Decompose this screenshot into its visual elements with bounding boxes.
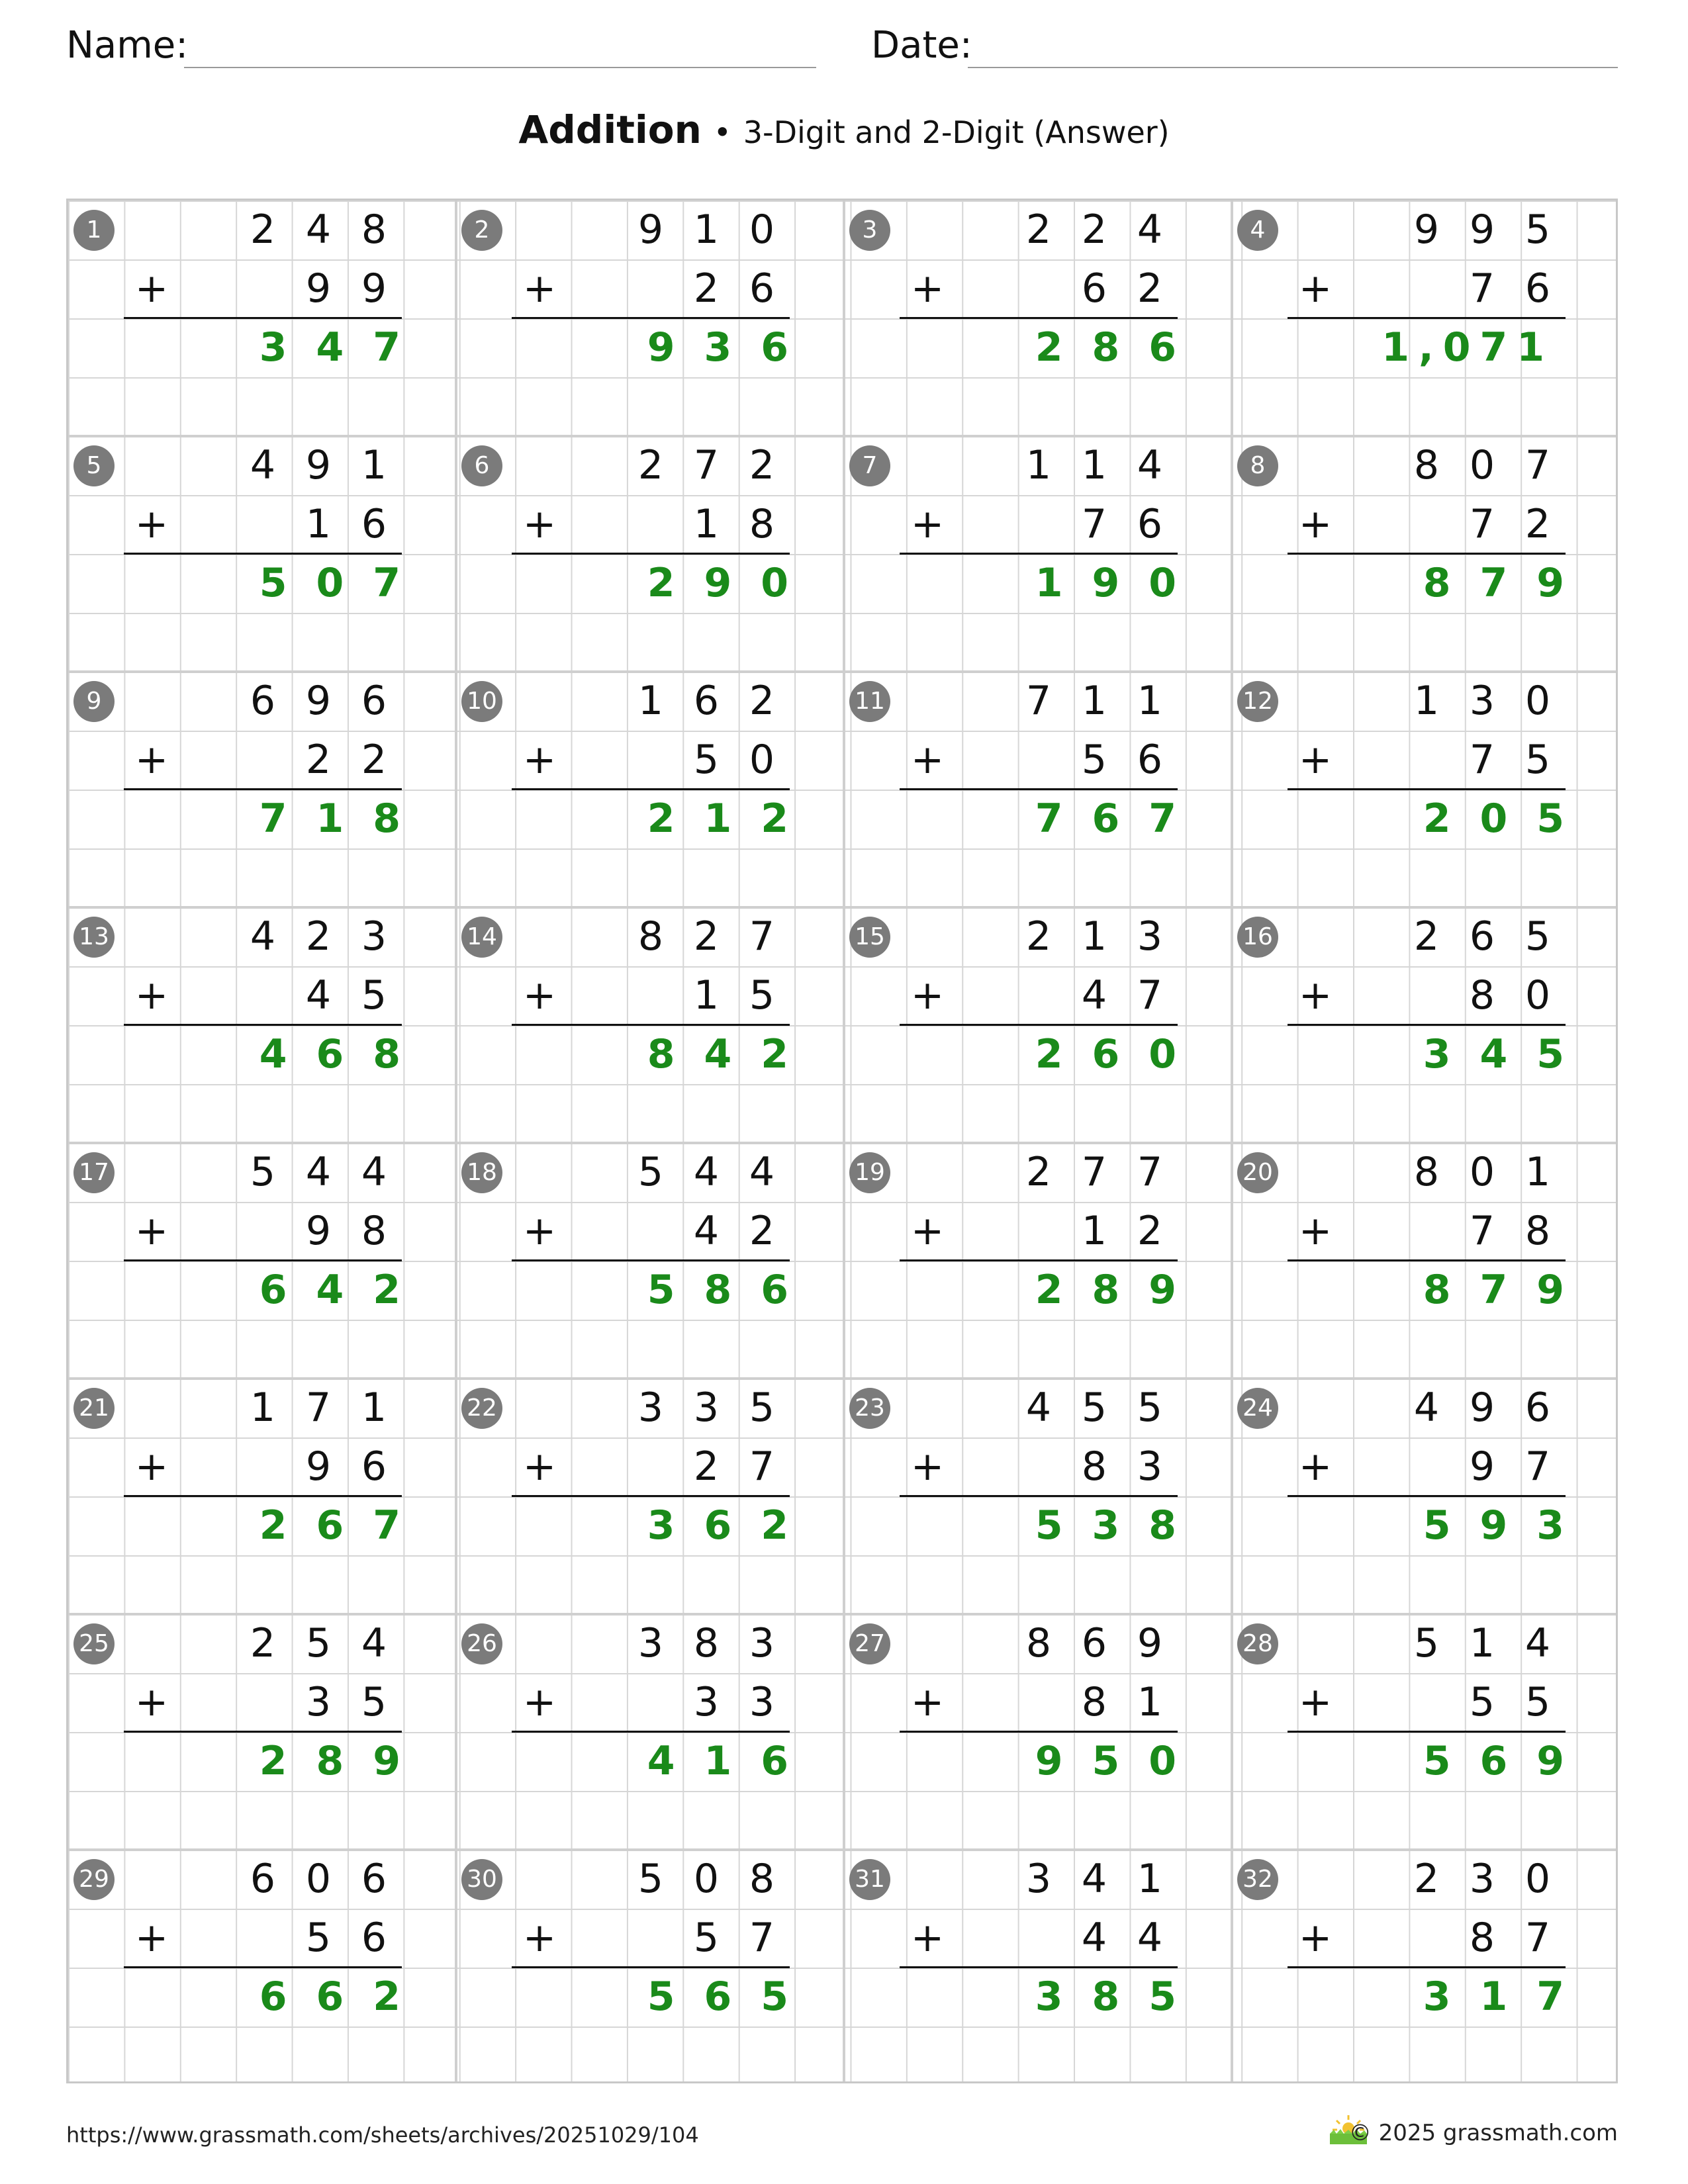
addend-bottom-digit: 3 [1137, 1443, 1163, 1490]
plus-sign: + [134, 972, 169, 1019]
addend-top-digit: 3 [361, 913, 387, 960]
addend-top-digit: 4 [1413, 1385, 1440, 1431]
addend-top-digit: 5 [749, 1385, 775, 1431]
problem-15 [844, 907, 1232, 1143]
addend-bottom-digit: 9 [1469, 1443, 1495, 1490]
plus-sign: + [1298, 1679, 1333, 1725]
title-main: Addition [518, 107, 702, 152]
answer: 879 [1423, 560, 1593, 606]
addend-bottom-digit: 8 [1081, 1679, 1107, 1725]
plus-sign: + [910, 1208, 945, 1254]
addend-top-digit: 8 [749, 1856, 775, 1902]
addend-top-digit: 7 [1524, 442, 1551, 488]
problem-9 [68, 672, 456, 907]
plus-sign: + [522, 972, 557, 1019]
addend-bottom-digit: 1 [1081, 1208, 1107, 1254]
addend-bottom-digit: 8 [1081, 1443, 1107, 1490]
problem-number-badge: 20 [1237, 1152, 1278, 1193]
answer: 416 [647, 1738, 818, 1784]
problem-number-badge: 4 [1237, 210, 1278, 251]
problem-12 [1232, 672, 1620, 907]
addend-top-digit: 1 [693, 206, 720, 253]
addend-top-digit: 6 [250, 1856, 276, 1902]
addend-bottom-digit: 3 [305, 1679, 332, 1725]
addend-top-digit: 5 [1081, 1385, 1107, 1431]
title-bullet: • [713, 114, 731, 150]
answer: 569 [1423, 1738, 1593, 1784]
addend-top-digit: 1 [1081, 442, 1107, 488]
problem-number-badge: 31 [849, 1859, 890, 1900]
addend-top-digit: 1 [1081, 913, 1107, 960]
addend-bottom-digit: 7 [1469, 501, 1495, 547]
plus-sign: + [522, 265, 557, 312]
addend-bottom-digit: 4 [693, 1208, 720, 1254]
addend-top-digit: 3 [1469, 678, 1495, 724]
problem-8 [1232, 436, 1620, 672]
addend-bottom-digit: 5 [693, 737, 720, 783]
addend-bottom-digit: 6 [361, 1443, 387, 1490]
addend-top-digit: 4 [250, 913, 276, 960]
answer: 345 [1423, 1031, 1593, 1077]
problem-number-badge: 27 [849, 1623, 890, 1664]
footer-url[interactable]: https://www.grassmath.com/sheets/archives/20251029/104 [66, 2122, 699, 2148]
addend-bottom-digit: 6 [1137, 501, 1163, 547]
answer: 565 [647, 1974, 818, 2020]
addend-top-digit: 7 [749, 913, 775, 960]
addend-top-digit: 4 [361, 1620, 387, 1666]
addend-top-digit: 3 [637, 1620, 664, 1666]
answer: 879 [1423, 1267, 1593, 1313]
addend-bottom-digit: 1 [693, 501, 720, 547]
addend-top-digit: 0 [1524, 678, 1551, 724]
addend-top-digit: 5 [305, 1620, 332, 1666]
addend-top-digit: 5 [1524, 913, 1551, 960]
problem-10 [456, 672, 844, 907]
addend-bottom-digit: 7 [1081, 501, 1107, 547]
addend-bottom-digit: 4 [305, 972, 332, 1019]
name-label: Name: [66, 24, 189, 67]
plus-sign: + [134, 1915, 169, 1961]
addend-bottom-digit: 9 [361, 265, 387, 312]
addend-top-digit: 6 [693, 678, 720, 724]
addend-top-digit: 4 [693, 1149, 720, 1195]
addend-bottom-digit: 8 [749, 501, 775, 547]
addend-bottom-digit: 1 [693, 972, 720, 1019]
answer: 842 [647, 1031, 818, 1077]
answer: 468 [259, 1031, 430, 1077]
problem-number-badge: 32 [1237, 1859, 1278, 1900]
answer: 267 [259, 1502, 430, 1549]
plus-sign: + [1298, 737, 1333, 783]
addend-top-digit: 1 [637, 678, 664, 724]
problem-number-badge: 11 [849, 681, 890, 722]
date-line[interactable] [968, 67, 1618, 68]
addend-top-digit: 7 [1025, 678, 1052, 724]
problem-18 [456, 1143, 844, 1379]
problem-grid [66, 199, 1618, 2083]
addend-top-digit: 3 [1469, 1856, 1495, 1902]
plus-sign: + [522, 1208, 557, 1254]
addend-top-digit: 0 [305, 1856, 332, 1902]
problem-number-badge: 28 [1237, 1623, 1278, 1664]
addend-bottom-digit: 7 [749, 1443, 775, 1490]
addend-top-digit: 7 [1081, 1149, 1107, 1195]
answer: 586 [647, 1267, 818, 1313]
plus-sign: + [134, 501, 169, 547]
addend-bottom-digit: 7 [1469, 1208, 1495, 1254]
answer: 290 [647, 560, 818, 606]
addend-top-digit: 2 [305, 913, 332, 960]
plus-sign: + [522, 1443, 557, 1490]
plus-sign: + [134, 737, 169, 783]
addend-bottom-digit: 5 [1524, 1679, 1551, 1725]
addend-top-digit: 2 [749, 442, 775, 488]
addend-bottom-digit: 5 [693, 1915, 720, 1961]
plus-sign: + [1298, 972, 1333, 1019]
answer: 286 [1035, 324, 1205, 371]
addend-bottom-digit: 3 [749, 1679, 775, 1725]
addend-bottom-digit: 3 [693, 1679, 720, 1725]
problem-23 [844, 1379, 1232, 1614]
addend-top-digit: 8 [693, 1620, 720, 1666]
problem-number-badge: 5 [73, 445, 115, 486]
addend-top-digit: 4 [1137, 442, 1163, 488]
problem-number-badge: 21 [73, 1388, 115, 1429]
plus-sign: + [1298, 1208, 1333, 1254]
addend-top-digit: 2 [1413, 1856, 1440, 1902]
addend-top-digit: 2 [749, 678, 775, 724]
addend-bottom-digit: 5 [361, 1679, 387, 1725]
plus-sign: + [910, 1443, 945, 1490]
problem-number-badge: 17 [73, 1152, 115, 1193]
addend-top-digit: 3 [749, 1620, 775, 1666]
addend-top-digit: 1 [1524, 1149, 1551, 1195]
plus-sign: + [134, 1208, 169, 1254]
addend-bottom-digit: 4 [1081, 972, 1107, 1019]
addend-top-digit: 5 [250, 1149, 276, 1195]
addend-top-digit: 6 [361, 1856, 387, 1902]
addend-top-digit: 1 [1413, 678, 1440, 724]
answer: 662 [259, 1974, 430, 2020]
problem-number-badge: 26 [461, 1623, 502, 1664]
title-subtitle: 3-Digit and 2-Digit (Answer) [743, 114, 1170, 150]
addend-bottom-digit: 2 [693, 1443, 720, 1490]
addend-bottom-digit: 5 [1469, 1679, 1495, 1725]
addend-top-digit: 8 [637, 913, 664, 960]
addend-top-digit: 0 [749, 206, 775, 253]
answer: 1,071 [1382, 324, 1554, 371]
addend-top-digit: 2 [1025, 206, 1052, 253]
addend-bottom-digit: 8 [361, 1208, 387, 1254]
problem-30 [456, 1850, 844, 2085]
addend-top-digit: 4 [1081, 1856, 1107, 1902]
problem-25 [68, 1614, 456, 1850]
problem-number-badge: 29 [73, 1859, 115, 1900]
addend-top-digit: 4 [250, 442, 276, 488]
problem-5 [68, 436, 456, 672]
addend-bottom-digit: 2 [1524, 501, 1551, 547]
problem-2 [456, 201, 844, 436]
addend-bottom-digit: 8 [1469, 972, 1495, 1019]
addend-top-digit: 9 [1413, 206, 1440, 253]
plus-sign: + [1298, 265, 1333, 312]
plus-sign: + [910, 265, 945, 312]
problem-number-badge: 30 [461, 1859, 502, 1900]
problem-number-badge: 9 [73, 681, 115, 722]
addend-bottom-digit: 2 [1137, 1208, 1163, 1254]
addend-top-digit: 4 [1524, 1620, 1551, 1666]
problem-11 [844, 672, 1232, 907]
addend-bottom-digit: 7 [1469, 737, 1495, 783]
problem-21 [68, 1379, 456, 1614]
problem-number-badge: 23 [849, 1388, 890, 1429]
plus-sign: + [134, 265, 169, 312]
addend-top-digit: 6 [1524, 1385, 1551, 1431]
addend-top-digit: 9 [637, 206, 664, 253]
answer: 385 [1035, 1974, 1205, 2020]
addend-bottom-digit: 6 [749, 265, 775, 312]
addend-bottom-digit: 2 [749, 1208, 775, 1254]
addend-top-digit: 7 [305, 1385, 332, 1431]
answer: 642 [259, 1267, 430, 1313]
problem-number-badge: 6 [461, 445, 502, 486]
addend-top-digit: 4 [361, 1149, 387, 1195]
plus-sign: + [1298, 1915, 1333, 1961]
problem-number-badge: 10 [461, 681, 502, 722]
plus-sign: + [910, 501, 945, 547]
addend-top-digit: 8 [1413, 1149, 1440, 1195]
problem-3 [844, 201, 1232, 436]
addend-top-digit: 6 [361, 678, 387, 724]
addend-bottom-digit: 2 [361, 737, 387, 783]
addend-top-digit: 1 [361, 1385, 387, 1431]
problem-number-badge: 3 [849, 210, 890, 251]
answer: 190 [1035, 560, 1205, 606]
addend-top-digit: 1 [1137, 1856, 1163, 1902]
plus-sign: + [910, 972, 945, 1019]
addend-top-digit: 2 [250, 206, 276, 253]
addend-top-digit: 1 [250, 1385, 276, 1431]
answer: 538 [1035, 1502, 1205, 1549]
problem-32 [1232, 1850, 1620, 2085]
addend-bottom-digit: 7 [1524, 1443, 1551, 1490]
plus-sign: + [134, 1443, 169, 1490]
problem-14 [456, 907, 844, 1143]
addend-bottom-digit: 5 [1081, 737, 1107, 783]
plus-sign: + [522, 737, 557, 783]
answer: 362 [647, 1502, 818, 1549]
addend-bottom-digit: 6 [1524, 265, 1551, 312]
problem-7 [844, 436, 1232, 672]
addend-bottom-digit: 0 [1524, 972, 1551, 1019]
addend-bottom-digit: 8 [1524, 1208, 1551, 1254]
answer: 718 [259, 796, 430, 842]
addend-top-digit: 3 [637, 1385, 664, 1431]
problem-13 [68, 907, 456, 1143]
addend-bottom-digit: 6 [1137, 737, 1163, 783]
problem-number-badge: 15 [849, 917, 890, 958]
plus-sign: + [1298, 1443, 1333, 1490]
addend-bottom-digit: 6 [361, 501, 387, 547]
problem-number-badge: 14 [461, 917, 502, 958]
addend-top-digit: 4 [305, 206, 332, 253]
addend-top-digit: 0 [1524, 1856, 1551, 1902]
answer: 936 [647, 324, 818, 371]
plus-sign: + [134, 1679, 169, 1725]
addend-bottom-digit: 2 [305, 737, 332, 783]
addend-bottom-digit: 6 [361, 1915, 387, 1961]
answer: 767 [1035, 796, 1205, 842]
addend-top-digit: 3 [1137, 913, 1163, 960]
answer: 289 [259, 1738, 430, 1784]
answer: 950 [1035, 1738, 1205, 1784]
addend-top-digit: 2 [1413, 913, 1440, 960]
problem-number-badge: 2 [461, 210, 502, 251]
problem-number-badge: 16 [1237, 917, 1278, 958]
addend-bottom-digit: 0 [749, 737, 775, 783]
addend-top-digit: 1 [1469, 1620, 1495, 1666]
addend-top-digit: 2 [1025, 913, 1052, 960]
plus-sign: + [522, 501, 557, 547]
addend-bottom-digit: 1 [1137, 1679, 1163, 1725]
problem-17 [68, 1143, 456, 1379]
addend-top-digit: 4 [1025, 1385, 1052, 1431]
addend-top-digit: 6 [250, 678, 276, 724]
problem-27 [844, 1614, 1232, 1850]
addend-bottom-digit: 7 [1137, 972, 1163, 1019]
plus-sign: + [522, 1915, 557, 1961]
answer: 593 [1423, 1502, 1593, 1549]
addend-top-digit: 5 [637, 1856, 664, 1902]
addend-top-digit: 4 [1137, 206, 1163, 253]
addend-top-digit: 0 [1469, 1149, 1495, 1195]
addend-top-digit: 9 [1469, 206, 1495, 253]
answer: 347 [259, 324, 430, 371]
problem-24 [1232, 1379, 1620, 1614]
problem-20 [1232, 1143, 1620, 1379]
plus-sign: + [910, 1915, 945, 1961]
problem-26 [456, 1614, 844, 1850]
problem-number-badge: 13 [73, 917, 115, 958]
addend-top-digit: 1 [361, 442, 387, 488]
addend-top-digit: 9 [1469, 1385, 1495, 1431]
plus-sign: + [522, 1679, 557, 1725]
addend-top-digit: 5 [1137, 1385, 1163, 1431]
addend-top-digit: 6 [1469, 913, 1495, 960]
problem-number-badge: 12 [1237, 681, 1278, 722]
date-label: Date: [871, 24, 972, 67]
addend-bottom-digit: 1 [305, 501, 332, 547]
addend-top-digit: 2 [1081, 206, 1107, 253]
addend-top-digit: 5 [637, 1149, 664, 1195]
addend-top-digit: 3 [693, 1385, 720, 1431]
addend-top-digit: 1 [1081, 678, 1107, 724]
problem-number-badge: 19 [849, 1152, 890, 1193]
addend-top-digit: 8 [361, 206, 387, 253]
addend-top-digit: 5 [1524, 206, 1551, 253]
addend-top-digit: 7 [693, 442, 720, 488]
addend-bottom-digit: 6 [1081, 265, 1107, 312]
addend-top-digit: 4 [749, 1149, 775, 1195]
problem-number-badge: 8 [1237, 445, 1278, 486]
worksheet-title [0, 107, 1688, 152]
addend-bottom-digit: 2 [693, 265, 720, 312]
problem-4 [1232, 201, 1620, 436]
addend-top-digit: 2 [1025, 1149, 1052, 1195]
answer: 289 [1035, 1267, 1205, 1313]
answer: 205 [1423, 796, 1593, 842]
addend-bottom-digit: 9 [305, 1443, 332, 1490]
addend-bottom-digit: 5 [1524, 737, 1551, 783]
problem-number-badge: 1 [73, 210, 115, 251]
problem-number-badge: 18 [461, 1152, 502, 1193]
problem-number-badge: 22 [461, 1388, 502, 1429]
addend-top-digit: 9 [1137, 1620, 1163, 1666]
addend-bottom-digit: 5 [305, 1915, 332, 1961]
problem-6 [456, 436, 844, 672]
problem-22 [456, 1379, 844, 1614]
addend-bottom-digit: 5 [361, 972, 387, 1019]
addend-bottom-digit: 7 [1524, 1915, 1551, 1961]
addend-top-digit: 4 [305, 1149, 332, 1195]
addend-top-digit: 1 [1137, 678, 1163, 724]
plus-sign: + [910, 1679, 945, 1725]
addend-top-digit: 3 [1025, 1856, 1052, 1902]
addend-top-digit: 2 [637, 442, 664, 488]
addend-top-digit: 1 [1025, 442, 1052, 488]
addend-top-digit: 2 [693, 913, 720, 960]
problem-29 [68, 1850, 456, 2085]
problem-19 [844, 1143, 1232, 1379]
addend-bottom-digit: 2 [1137, 265, 1163, 312]
problem-number-badge: 7 [849, 445, 890, 486]
problem-number-badge: 24 [1237, 1388, 1278, 1429]
addend-top-digit: 5 [1413, 1620, 1440, 1666]
answer: 260 [1035, 1031, 1205, 1077]
addend-top-digit: 7 [1137, 1149, 1163, 1195]
answer: 212 [647, 796, 818, 842]
plus-sign: + [1298, 501, 1333, 547]
problem-16 [1232, 907, 1620, 1143]
addend-top-digit: 9 [305, 678, 332, 724]
addend-bottom-digit: 4 [1081, 1915, 1107, 1961]
problem-number-badge: 25 [73, 1623, 115, 1664]
footer-copyright: © 2025 grassmath.com [1348, 2120, 1618, 2146]
problem-28 [1232, 1614, 1620, 1850]
problem-1 [68, 201, 456, 436]
answer: 507 [259, 560, 430, 606]
answer: 317 [1423, 1974, 1593, 2020]
addend-bottom-digit: 4 [1137, 1915, 1163, 1961]
addend-bottom-digit: 5 [749, 972, 775, 1019]
addend-top-digit: 9 [305, 442, 332, 488]
problem-31 [844, 1850, 1232, 2085]
addend-top-digit: 8 [1025, 1620, 1052, 1666]
addend-top-digit: 8 [1413, 442, 1440, 488]
plus-sign: + [910, 737, 945, 783]
addend-top-digit: 2 [250, 1620, 276, 1666]
addend-top-digit: 0 [693, 1856, 720, 1902]
addend-top-digit: 6 [1081, 1620, 1107, 1666]
name-line[interactable] [184, 67, 816, 68]
addend-bottom-digit: 9 [305, 265, 332, 312]
addend-bottom-digit: 8 [1469, 1915, 1495, 1961]
addend-bottom-digit: 7 [1469, 265, 1495, 312]
addend-top-digit: 0 [1469, 442, 1495, 488]
addend-bottom-digit: 9 [305, 1208, 332, 1254]
addend-bottom-digit: 7 [749, 1915, 775, 1961]
